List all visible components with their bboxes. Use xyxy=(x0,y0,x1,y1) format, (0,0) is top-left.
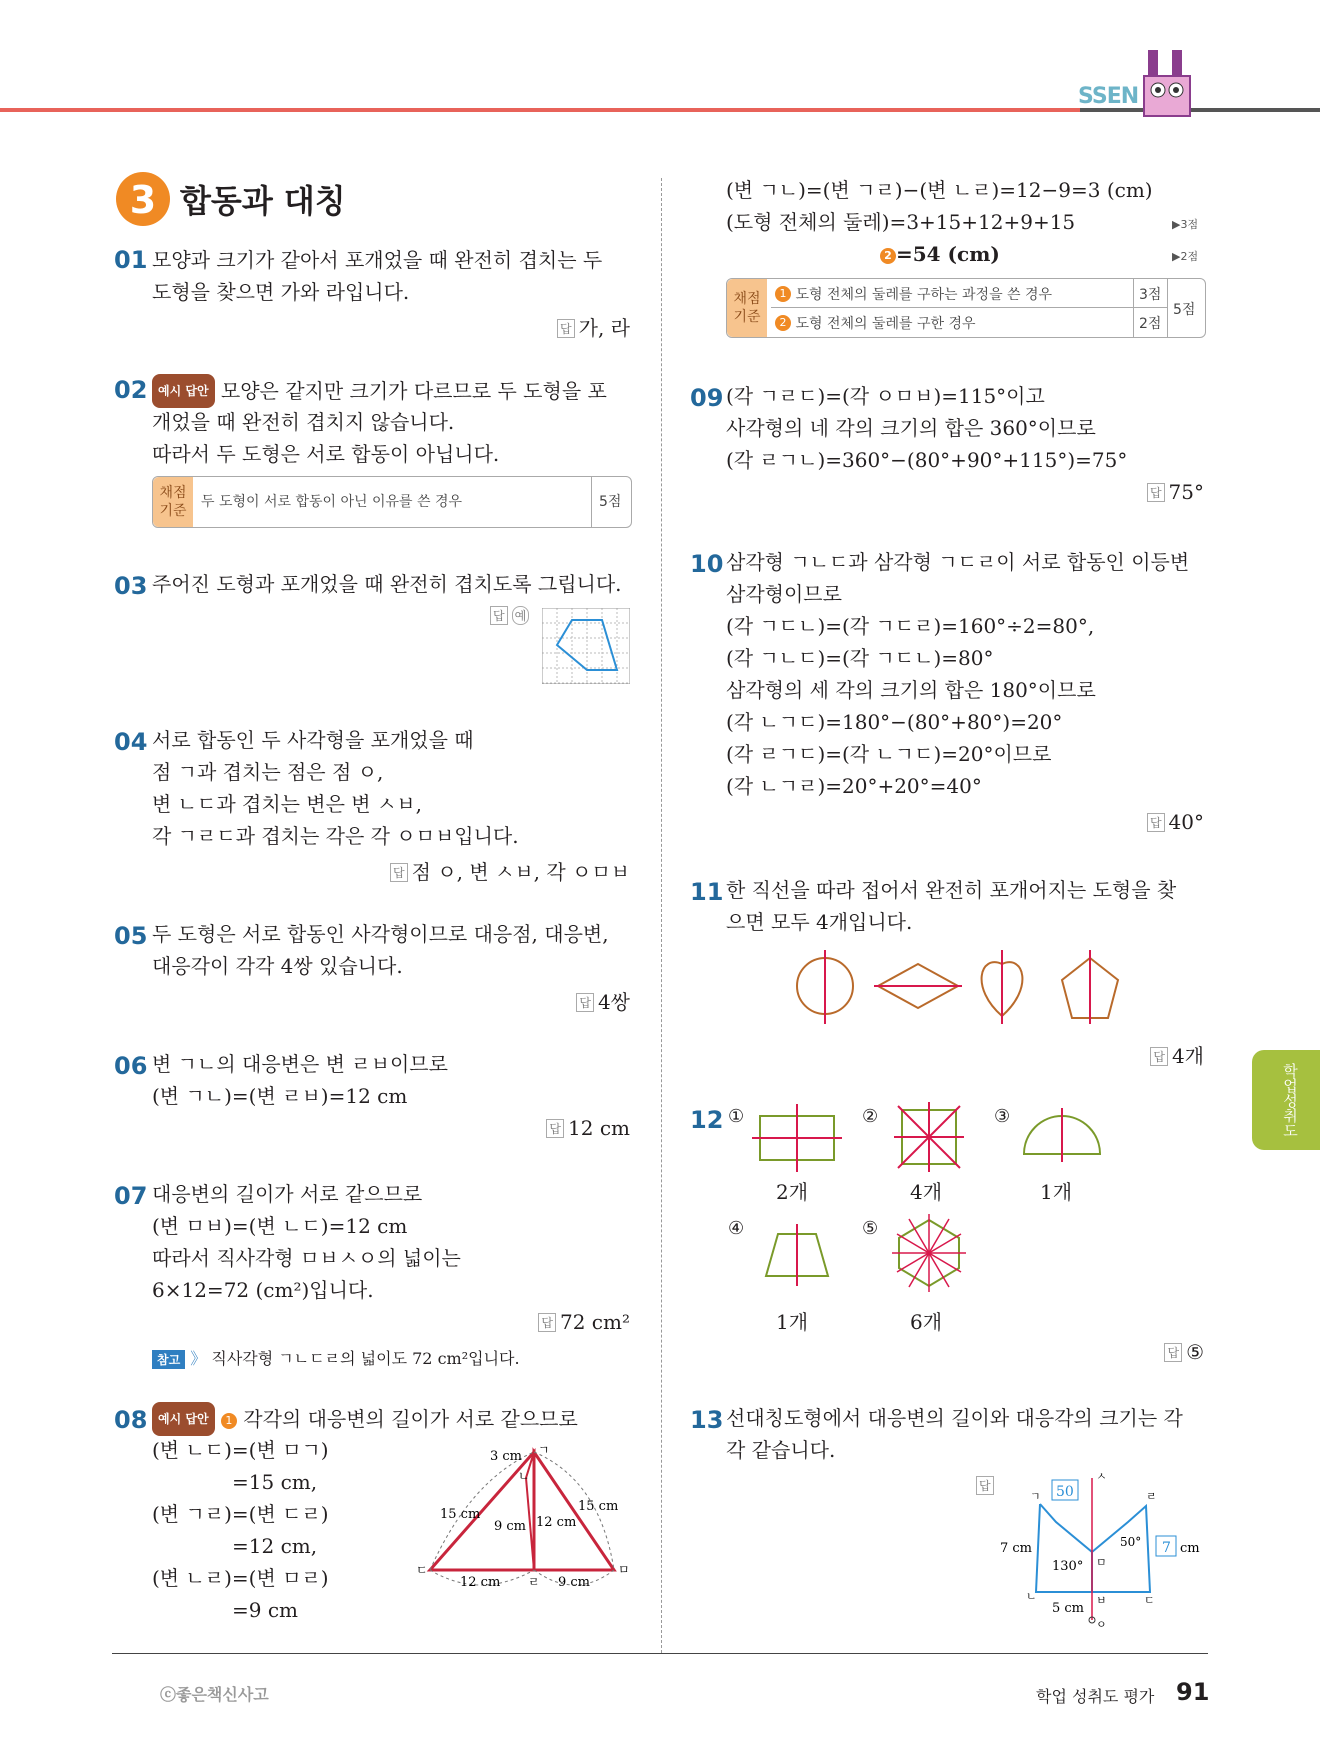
q05-number: 05 xyxy=(114,922,148,950)
q02-line1: 예시 답안 모양은 같지만 크기가 다르므로 두 도형을 포 xyxy=(152,374,607,408)
q08-number: 08 xyxy=(114,1406,148,1434)
q10-line5: 삼각형의 세 각의 크기의 합은 180°이므로 xyxy=(726,678,1096,702)
publisher: ⓒ좋은책신사고 xyxy=(160,1685,269,1704)
q12-count-4: 1개 xyxy=(776,1310,809,1334)
note-tag: 참고 xyxy=(152,1350,185,1369)
q10-line2: 삼각형이므로 xyxy=(726,582,842,606)
q13-answer-mark: 답 xyxy=(976,1476,998,1496)
q13-number: 13 xyxy=(690,1406,724,1434)
q13-line2: 각 같습니다. xyxy=(726,1438,836,1462)
q08b-point2: ▶2점 xyxy=(1172,250,1199,263)
scoring-label: 채점 기준 xyxy=(153,477,193,527)
q06-line2: (변 ㄱㄴ)=(변 ㄹㅂ)=12 cm xyxy=(152,1084,408,1108)
q01-answer: 답 가, 라 xyxy=(480,312,630,341)
q05-line1: 두 도형은 서로 합동인 사각형이므로 대응점, 대응변, xyxy=(152,922,609,946)
q10-number: 10 xyxy=(690,550,724,578)
svg-text:ㅇ: ㅇ xyxy=(1096,1618,1107,1630)
q13-line1: 선대칭도형에서 대응변의 길이와 대응각의 크기는 각 xyxy=(726,1406,1183,1430)
svg-text:7 cm: 7 cm xyxy=(1000,1541,1033,1556)
svg-text:5 cm: 5 cm xyxy=(1052,1601,1085,1616)
q08b-point1: ▶3점 xyxy=(1172,218,1199,231)
q09-answer: 답 75° xyxy=(1054,480,1204,504)
q12-mark-3: ③ xyxy=(994,1106,1011,1127)
q04-line2: 점 ㄱ과 겹치는 점은 점 ㅇ, xyxy=(152,760,384,784)
footer-label: 학업 성취도 평가 xyxy=(1036,1687,1155,1706)
q12-count-1: 2개 xyxy=(776,1180,809,1204)
svg-text:12 cm: 12 cm xyxy=(536,1515,577,1530)
svg-text:15 cm: 15 cm xyxy=(440,1507,481,1522)
q02-number: 02 xyxy=(114,376,148,404)
q10-line7: (각 ㄹㄱㄷ)=(각 ㄴㄱㄷ)=20°이므로 xyxy=(726,742,1052,766)
svg-text:ㄹ: ㄹ xyxy=(1146,1490,1157,1503)
q03-line1: 주어진 도형과 포개었을 때 완전히 겹치도록 그립니다. xyxy=(152,572,622,596)
svg-text:ㅅ: ㅅ xyxy=(1096,1470,1107,1483)
q05-line2: 대응각이 각각 4쌍 있습니다. xyxy=(152,954,403,978)
q11-shapes-figure xyxy=(790,948,1140,1028)
answer-mark: 답 xyxy=(557,319,575,338)
q10-line8: (각 ㄴㄱㄹ)=20°+20°=40° xyxy=(726,774,982,798)
q12-count-2: 4개 xyxy=(910,1180,943,1204)
svg-text:50°: 50° xyxy=(1120,1535,1142,1549)
scoring-points: 5점 xyxy=(599,494,622,510)
q12-answer: 답 ⑤ xyxy=(1054,1340,1204,1364)
svg-text:ㄴ: ㄴ xyxy=(518,1469,530,1483)
q12-mark-1: ① xyxy=(728,1106,745,1127)
q07-line1: 대응변의 길이가 서로 같으므로 xyxy=(152,1182,423,1206)
side-tab[interactable]: 학업성취도 xyxy=(1252,1050,1320,1150)
page-number: 91 xyxy=(1176,1678,1210,1706)
q12-mark-4: ④ xyxy=(728,1218,745,1239)
q06-number: 06 xyxy=(114,1052,148,1080)
q02-line3: 따라서 두 도형은 서로 합동이 아닙니다. xyxy=(152,442,500,466)
svg-text:ㅂ: ㅂ xyxy=(1096,1594,1107,1607)
q08-triangle-figure xyxy=(410,1440,640,1600)
q01-line1: 모양과 크기가 같아서 포개었을 때 완전히 겹치는 두 xyxy=(152,248,603,272)
svg-text:ㅁ: ㅁ xyxy=(1096,1556,1107,1569)
q13-figure xyxy=(996,1470,1212,1630)
svg-text:ㄱ: ㄱ xyxy=(538,1443,550,1457)
q01-number: 01 xyxy=(114,246,148,274)
svg-text:ㅁ: ㅁ xyxy=(618,1563,630,1577)
q05-answer: 답 4쌍 xyxy=(480,986,630,1015)
svg-text:ㄷ: ㄷ xyxy=(416,1563,428,1577)
q12-mark-5: ⑤ xyxy=(862,1218,879,1239)
q09-line3: (각 ㄹㄱㄴ)=360°−(80°+90°+115°)=75° xyxy=(726,448,1128,472)
q07-number: 07 xyxy=(114,1182,148,1210)
q06-line1: 변 ㄱㄴ의 대응변은 변 ㄹㅂ이므로 xyxy=(152,1052,448,1076)
q12-number: 12 xyxy=(690,1106,724,1134)
q09-line1: (각 ㄱㄹㄷ)=(각 ㅇㅁㅂ)=115°이고 xyxy=(726,384,1045,408)
q03-grid-figure xyxy=(542,608,630,684)
q06-answer: 답 12 cm xyxy=(480,1116,630,1140)
q11-number: 11 xyxy=(690,878,724,906)
svg-text:ㄱ: ㄱ xyxy=(1030,1490,1041,1503)
q10-line1: 삼각형 ㄱㄴㄷ과 삼각형 ㄱㄷㄹ이 서로 합동인 이등변 xyxy=(726,550,1190,574)
svg-text:12 cm: 12 cm xyxy=(460,1575,501,1590)
q11-answer: 답 4개 xyxy=(1054,1040,1204,1069)
q10-answer: 답 40° xyxy=(1054,810,1204,834)
q08-line4: (변 ㄱㄹ)=(변 ㄷㄹ) xyxy=(152,1502,329,1526)
mascot-icon xyxy=(1140,46,1200,122)
svg-text:3 cm: 3 cm xyxy=(490,1449,523,1464)
q04-line3: 변 ㄴㄷ과 겹치는 변은 변 ㅅㅂ, xyxy=(152,792,422,816)
q12-mark-2: ② xyxy=(862,1106,879,1127)
q07-line4: 6×12=72 (cm²)입니다. xyxy=(152,1278,374,1302)
svg-text:ㄴ: ㄴ xyxy=(1026,1590,1037,1603)
footer-rule xyxy=(112,1653,1208,1654)
q08-line7: =9 cm xyxy=(232,1598,299,1622)
column-divider xyxy=(661,178,662,1653)
q09-line2: 사각형의 네 각의 크기의 합은 360°이므로 xyxy=(726,416,1096,440)
svg-text:9 cm: 9 cm xyxy=(558,1575,591,1590)
svg-text:ㄷ: ㄷ xyxy=(1144,1594,1155,1607)
q08-line3: =15 cm, xyxy=(232,1470,318,1494)
svg-text:130°: 130° xyxy=(1052,1559,1084,1574)
q08b-final: 2 =54 (cm) xyxy=(880,238,1000,270)
example-answer-tag: 예시 답안 xyxy=(152,374,215,408)
q03-number: 03 xyxy=(114,572,148,600)
svg-text:7: 7 xyxy=(1162,1540,1171,1556)
q02-line2: 개었을 때 완전히 겹치지 않습니다. xyxy=(152,410,455,434)
q04-line4: 각 ㄱㄹㄷ과 겹치는 각은 각 ㅇㅁㅂ입니다. xyxy=(152,824,519,848)
brand-logo: SSEN xyxy=(1078,84,1139,109)
q10-line4: (각 ㄱㄴㄷ)=(각 ㄱㄷㄴ)=80° xyxy=(726,646,994,670)
q01-line2: 도형을 찾으면 가와 라입니다. xyxy=(152,280,410,304)
q07-note: 참고 》 직사각형 ㄱㄴㄷㄹ의 넓이도 72 cm²입니다. xyxy=(152,1346,520,1369)
q02-scoring-box xyxy=(152,476,632,528)
svg-text:ㄹ: ㄹ xyxy=(528,1575,540,1589)
q07-line3: 따라서 직사각형 ㅁㅂㅅㅇ의 넓이는 xyxy=(152,1246,461,1270)
svg-text:9 cm: 9 cm xyxy=(494,1519,527,1534)
q03-answer: 답 예 xyxy=(490,606,533,626)
q08-scoring-box: 채점 기준 1 도형 전체의 둘레를 구하는 과정을 쓴 경우 2 도형 전체의 둘레를 구한 경우 3점 2점 5점 xyxy=(726,278,1206,338)
q08b-line1: (변 ㄱㄴ)=(변 ㄱㄹ)−(변 ㄴㄹ)=12−9=3 (cm) xyxy=(726,178,1153,202)
q07-answer: 답 72 cm² xyxy=(480,1310,630,1334)
scoring-criteria: 두 도형이 서로 합동이 아닌 이유를 쓴 경우 xyxy=(201,494,463,510)
q04-answer: 답 점 ㅇ, 변 ㅅㅂ, 각 ㅇㅁㅂ xyxy=(360,856,630,885)
q10-line6: (각 ㄴㄱㄷ)=180°−(80°+80°)=20° xyxy=(726,710,1063,734)
q08-line6: (변 ㄴㄹ)=(변 ㅁㄹ) xyxy=(152,1566,329,1590)
section-number-badge xyxy=(114,170,172,228)
q08-line2: (변 ㄴㄷ)=(변 ㅁㄱ) xyxy=(152,1438,329,1462)
section-title: 합동과 대칭 xyxy=(180,182,346,220)
q08-line5: =12 cm, xyxy=(232,1534,318,1558)
q10-line3: (각 ㄱㄷㄴ)=(각 ㄱㄷㄹ)=160°÷2=80°, xyxy=(726,614,1095,638)
q04-line1: 서로 합동인 두 사각형을 포개었을 때 xyxy=(152,728,474,752)
q07-line2: (변 ㅁㅂ)=(변 ㄴㄷ)=12 cm xyxy=(152,1214,408,1238)
q12-count-5: 6개 xyxy=(910,1310,943,1334)
q08-line1: 예시 답안 1 각각의 대응변의 길이가 서로 같으므로 xyxy=(152,1402,578,1436)
svg-text:50: 50 xyxy=(1056,1484,1074,1500)
q09-number: 09 xyxy=(690,384,724,412)
q08b-line2: (도형 전체의 둘레)=3+15+12+9+15 xyxy=(726,210,1076,234)
q12-count-3: 1개 xyxy=(1040,1180,1073,1204)
q04-number: 04 xyxy=(114,728,148,756)
q11-line2: 으면 모두 4개입니다. xyxy=(726,910,913,934)
svg-text:15 cm: 15 cm xyxy=(578,1499,619,1514)
q11-line1: 한 직선을 따라 접어서 완전히 포개어지는 도형을 찾 xyxy=(726,878,1177,902)
section-number: 3 xyxy=(129,178,157,222)
svg-text:cm: cm xyxy=(1180,1541,1200,1556)
